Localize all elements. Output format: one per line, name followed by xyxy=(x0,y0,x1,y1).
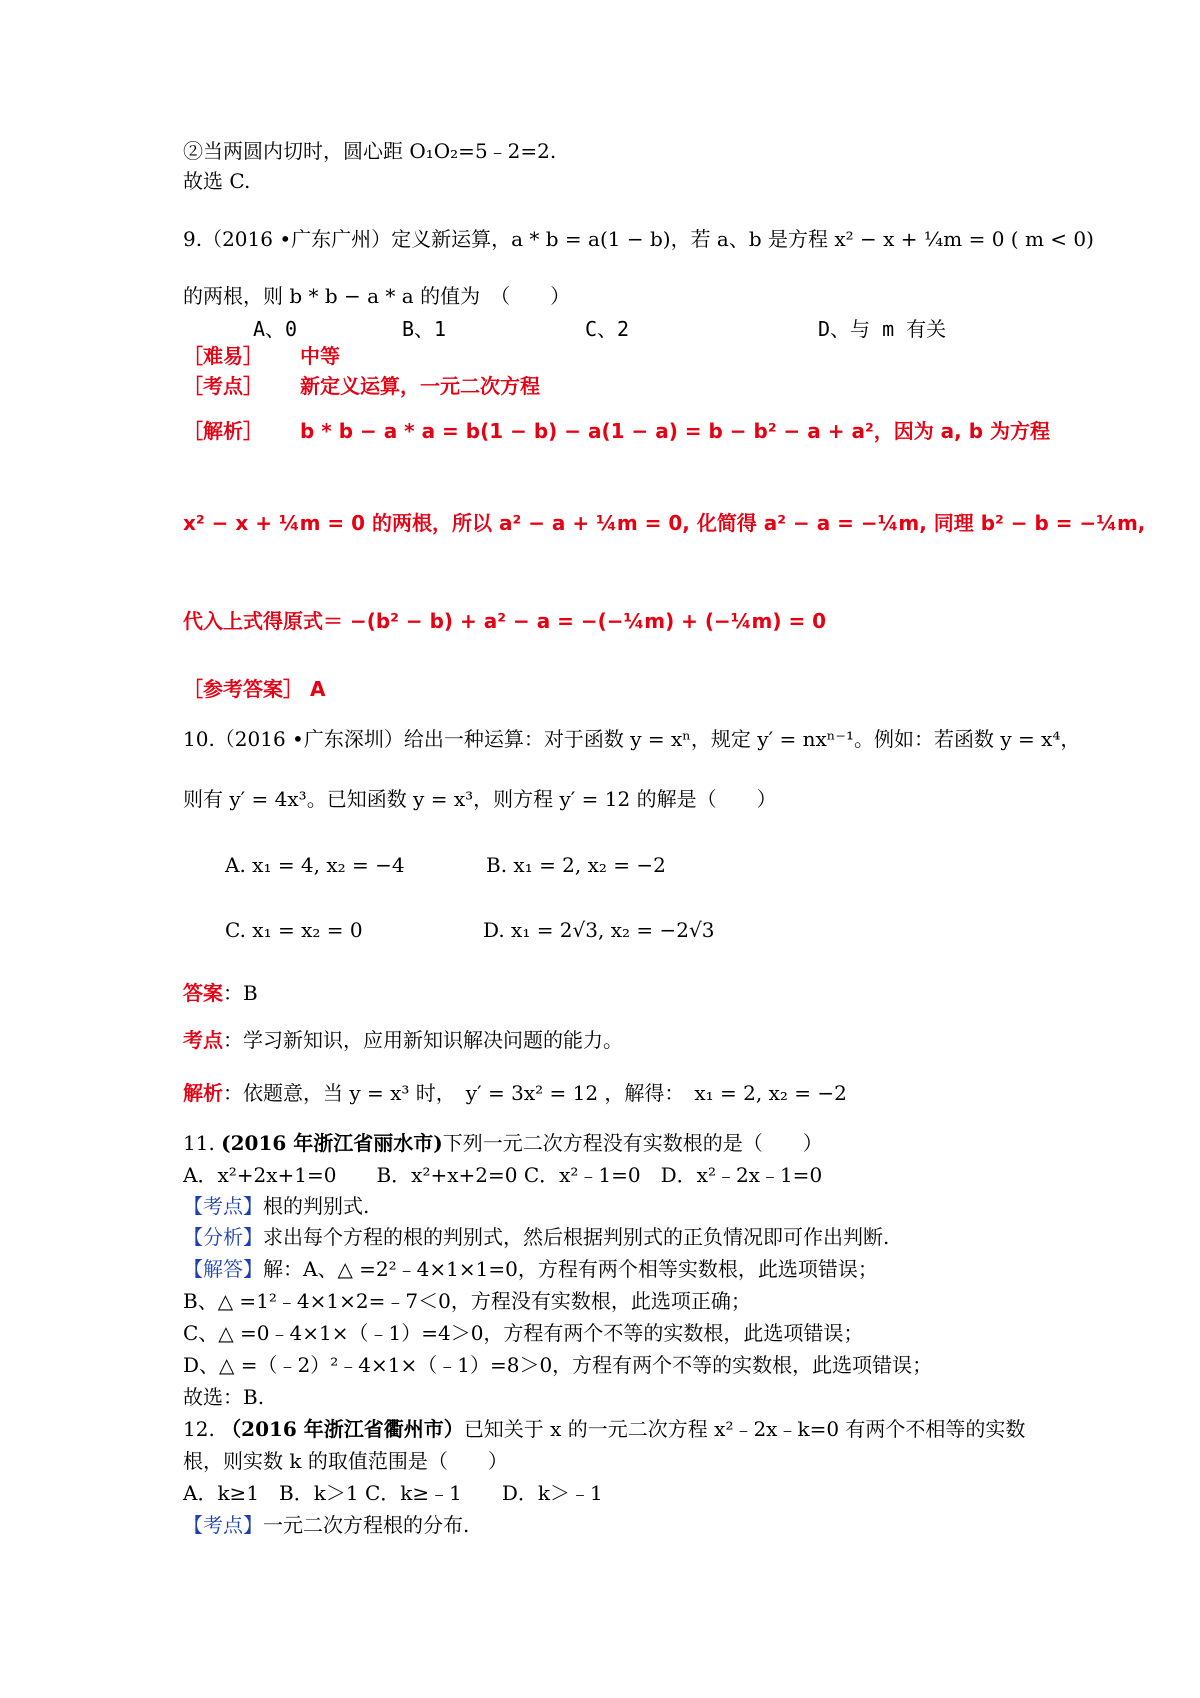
answer-label: 答案 xyxy=(183,981,223,1005)
question-9-stem: 9.（2016 •广东广州）定义新运算，a * b = a(1 − b)，若 a、b 是方程 x² − x + ¼m = 0 ( m < 0) xyxy=(183,227,1094,251)
analysis-line-1: b * b − a * a = b(1 − b) − a(1 − a) = b − b² − a + a²，因为 a, b 为方程 xyxy=(300,419,1051,443)
solution-line-3: C、△ =0﹣4×1×（﹣1）=4＞0，方程有两个不等的实数根，此选项错误； xyxy=(183,1321,864,1345)
text-line: 故选 C. xyxy=(183,169,251,193)
analysis-tag: ［解析］ xyxy=(183,419,263,443)
point-line xyxy=(183,1512,469,1538)
point-label: 考点 xyxy=(183,1028,223,1052)
analysis-line xyxy=(183,1080,847,1106)
solution-line-4: D、△ =（﹣2）²﹣4×1×（﹣1）=8＞0，方程有两个不等的实数根，此选项错误； xyxy=(183,1353,933,1377)
option-a: A、0 xyxy=(253,317,298,341)
solution-line-1 xyxy=(183,1256,878,1282)
question-11-options: A．x²+2x+1=0 B．x²+x+2=0 C．x²﹣1=0 D．x²﹣2x﹣1=0 xyxy=(183,1163,823,1187)
answer-value: ：B xyxy=(223,981,258,1005)
question-12-options: A．k≥1 B．k＞1 C．k≥﹣1 D．k＞﹣1 xyxy=(183,1481,603,1505)
question-text: 下列一元二次方程没有实数根的是（ ） xyxy=(442,1131,823,1155)
point-value: 一元二次方程根的分布. xyxy=(263,1513,470,1537)
question-number: 11. xyxy=(183,1131,222,1155)
point-value: 根的判别式. xyxy=(263,1194,370,1218)
point-line xyxy=(183,1027,623,1053)
option-c: C、2 xyxy=(585,317,630,341)
option-c: C. x₁ = x₂ = 0 xyxy=(225,918,363,942)
point-value: 新定义运算，一元二次方程 xyxy=(300,374,540,398)
difficulty-tag: ［难易］ xyxy=(183,344,263,368)
question-12-stem-cont: 根，则实数 k 的取值范围是（ ） xyxy=(183,1449,508,1473)
point-tag: 【考点】 xyxy=(183,1194,263,1218)
choice-line: 故选：B. xyxy=(183,1385,265,1409)
reference-answer: ［参考答案］ A xyxy=(183,677,326,701)
analysis-value: ：依题意，当 y = x³ 时， y′ = 3x² = 12 ，解得： x₁ = 2, x₂ = −2 xyxy=(223,1081,847,1105)
question-source: （2016 年浙江省衢州市） xyxy=(221,1417,464,1441)
question-12-stem xyxy=(183,1416,1025,1442)
solution-line-2: B、△ =1²﹣4×1×2=﹣7＜0，方程没有实数根，此选项正确； xyxy=(183,1289,751,1313)
analysis-line xyxy=(183,1224,889,1250)
option-a: A. x₁ = 4, x₂ = −4 xyxy=(225,853,405,877)
question-10-stem-cont: 则有 y′ = 4x³。已知函数 y = x³，则方程 y′ = 12 的解是（ ） xyxy=(183,787,777,811)
analysis-value: 求出每个方程的根的判别式，然后根据判别式的正负情况即可作出判断. xyxy=(263,1225,890,1249)
question-source: (2016 年浙江省丽水市) xyxy=(221,1131,443,1155)
option-d: D. x₁ = 2√3, x₂ = −2√3 xyxy=(483,918,715,942)
point-value: ：学习新知识，应用新知识解决问题的能力。 xyxy=(223,1028,623,1052)
point-line xyxy=(183,1193,369,1219)
analysis-label: 解析 xyxy=(183,1081,223,1105)
answer-line xyxy=(183,980,258,1006)
analysis-tag: 【分析】 xyxy=(183,1225,263,1249)
solution-value: 解：A、△ =2²﹣4×1×1=0，方程有两个相等实数根，此选项错误； xyxy=(263,1257,878,1281)
difficulty-value: 中等 xyxy=(300,344,340,368)
option-b: B、1 xyxy=(402,317,447,341)
point-tag: 【考点】 xyxy=(183,1513,263,1537)
option-d: D、与 m 有关 xyxy=(818,317,947,341)
question-9-stem-cont: 的两根，则 b * b − a * a 的值为 （ ） xyxy=(183,284,571,308)
point-tag: ［考点］ xyxy=(183,374,263,398)
text-line: ②当两圆内切时，圆心距 O₁O₂=5﹣2=2. xyxy=(183,139,557,163)
question-text: 已知关于 x 的一元二次方程 x²﹣2x﹣k=0 有两个不相等的实数 xyxy=(463,1417,1026,1441)
option-b: B. x₁ = 2, x₂ = −2 xyxy=(486,853,666,877)
question-number: 12. xyxy=(183,1417,222,1441)
analysis-line-2: x² − x + ¼m = 0 的两根，所以 a² − a + ¼m = 0, 化简得 a² − a = −¼m, 同理 b² − b = −¼m, xyxy=(183,511,1146,535)
solution-tag: 【解答】 xyxy=(183,1257,263,1281)
analysis-line-3: 代入上式得原式＝ −(b² − b) + a² − a = −(−¼m) + (−¼m) = 0 xyxy=(183,609,827,633)
question-10-stem: 10.（2016 •广东深圳）给出一种运算：对于函数 y = xⁿ，规定 y′ = nxⁿ⁻¹。例如：若函数 y = x⁴， xyxy=(183,727,1081,751)
question-11-stem xyxy=(183,1130,823,1156)
